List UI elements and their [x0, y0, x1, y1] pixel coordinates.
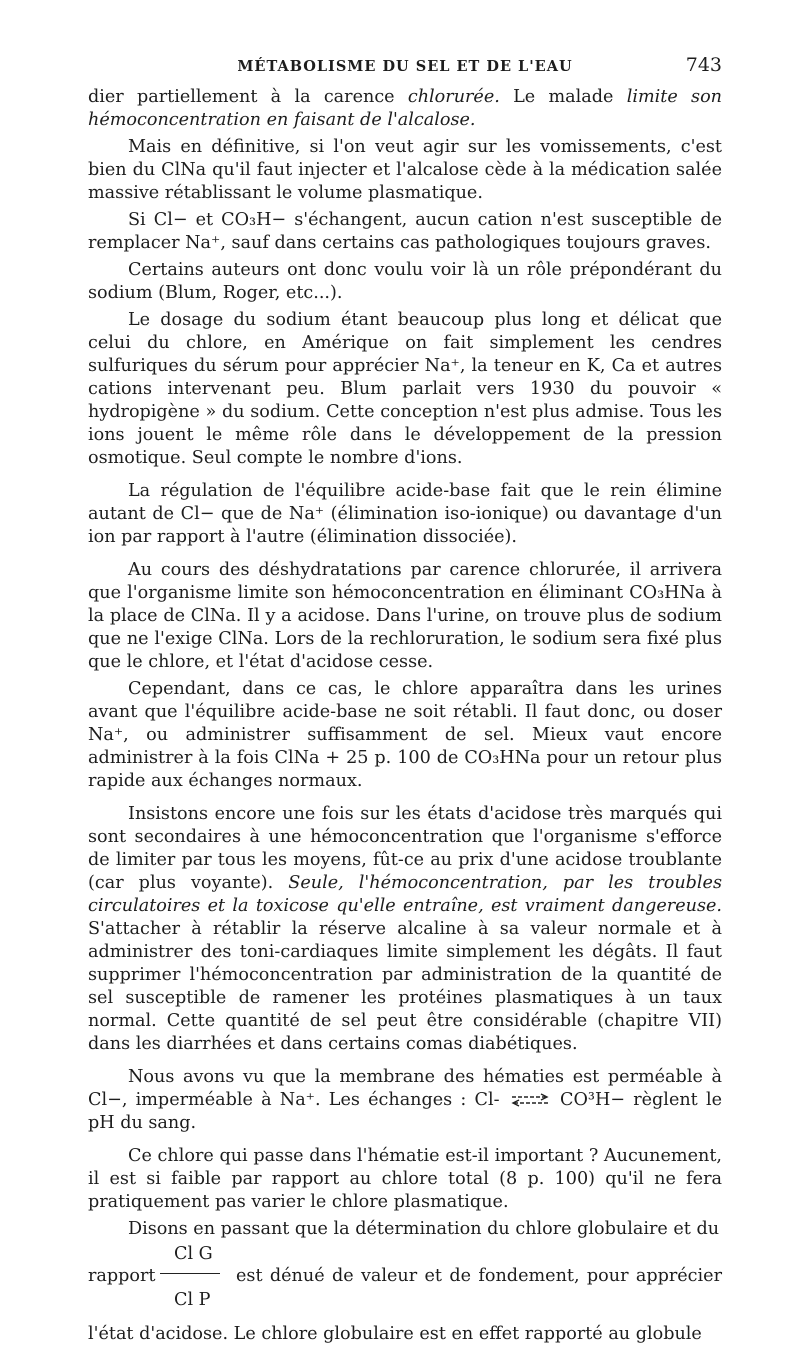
p1-italic-b: chlorurée.: [407, 87, 500, 107]
ratio-formula: [88, 1243, 722, 1321]
fraction-bar: [160, 1273, 220, 1274]
p1-text-a: dier partiellement à la carence: [88, 87, 408, 107]
page-header: [88, 52, 722, 86]
paragraph-2: Mais en définitive, si l'on veut agir sur les vomissements, c'est bien du ClNa qu'il faut injecter et l'alcalose cède à la médication salée massive rétablissant le volume plasmatique.: [88, 137, 722, 203]
running-head: MÉTABOLISME DU SEL ET DE L'EAU: [237, 58, 573, 75]
p1-text-c: Le malade: [499, 87, 627, 107]
paragraph-12: Disons en passant que la détermination du chlore globulaire et du: [128, 1219, 720, 1239]
paragraph-1: [88, 86, 722, 132]
p9-italic-b: Seule, l'hémoconcentration, par les troubles circulatoires et la toxicose qu'elle entraîne, est vraiment dangereuse.: [88, 873, 722, 916]
fraction-denominator: Cl P: [174, 1290, 211, 1310]
last-line: l'état d'acidose. Le chlore globulaire est en effet rapporté au globule: [88, 1324, 702, 1344]
fraction-numerator: Cl G: [174, 1244, 213, 1264]
reversible-arrows-icon: [508, 1093, 552, 1107]
paragraph-7: Au cours des déshydratations par carence chlorurée, il arrivera que l'organisme limite son hémoconcentration en éliminant CO₃HNa à la place de ClNa. Il y a acidose. Dans l'urine, on trouve plus de sodium que ne l'exige ClNa. Lors de la rechloruration, le sodium sera fixé plus que le chlore, et l'état d'acidose cesse.: [88, 560, 722, 672]
paragraph-4: Certains auteurs ont donc voulu voir là un rôle prépondérant du sodium (Blum, Roger, etc...).: [88, 260, 722, 303]
book-page: [88, 52, 722, 1346]
p9-text-a: Insistons encore une fois sur les états d'acidose très marqués qui sont secondaires à une hémoconcentration que l'organisme s'efforce de limiter par tous les moyens, fût-ce au prix d'une acidose troublante (car plus voyante).: [88, 804, 722, 893]
paragraph-11: Ce chlore qui passe dans l'hématie est-il important ? Aucunement, il est si faible par rapport au chlore total (8 p. 100) qu'il ne fera pratiquement pas varier le chlore plasmatique.: [88, 1146, 722, 1212]
p10-text-b: CO³H− règlent le pH du sang.: [88, 1090, 722, 1133]
paragraph-5: Le dosage du sodium étant beaucoup plus long et délicat que celui du chlore, en Amérique on fait simplement les cendres sulfuriques du sérum pour apprécier Na⁺, la teneur en K, Ca et autres cations intervenant peu. Blum parlait vers 1930 du pouvoir « hydropigène » du sodium. Cette conception n'est plus admise. Tous les ions jouent le même rôle dans le développement de la pression osmotique. Seul compte le nombre d'ions.: [88, 310, 722, 468]
paragraph-6: La régulation de l'équilibre acide-base fait que le rein élimine autant de Cl− que de Na⁺ (élimination iso-ionique) ou davantage d'un ion par rapport à l'autre (élimination dissociée).: [88, 481, 722, 547]
p1-italic-d: limite son hémoconcentration en faisant de l'alcalose.: [88, 87, 723, 130]
paragraph-3: Si Cl− et CO₃H− s'échangent, aucun cation n'est susceptible de remplacer Na⁺, sauf dans certains cas pathologiques toujours graves.: [88, 210, 722, 253]
p9-text-c: S'attacher à rétablir la réserve alcaline à sa valeur normale et à administrer des toni-cardiaques limite simplement les dégâts. Il faut supprimer l'hémoconcentration par administration de la quantité de sel susceptible de ramener les protéines plasmatiques à un taux normal. Cette quantité de sel peut être considérable (chapitre VII) dans les diarrhées et dans certains comas diabétiques.: [88, 919, 722, 1054]
paragraph-8: Cependant, dans ce cas, le chlore apparaîtra dans les urines avant que l'équilibre acide-base ne soit rétabli. Il faut donc, ou doser Na⁺, ou administrer suffisamment de sel. Mieux vaut encore administrer à la fois ClNa + 25 p. 100 de CO₃HNa pour un retour plus rapide aux échanges normaux.: [88, 679, 722, 791]
paragraph-10: [88, 1066, 722, 1135]
page-number: 743: [685, 54, 722, 76]
fraction-tail-text: est dénué de valeur et de fondement, pour apprécier: [236, 1266, 722, 1286]
paragraph-9: [88, 803, 722, 1056]
p10-text-a: Nous avons vu que la membrane des hématies est perméable à Cl−, imperméable à Na⁺. Les échanges : Cl-: [88, 1067, 722, 1110]
fraction-label: rapport: [88, 1266, 156, 1286]
